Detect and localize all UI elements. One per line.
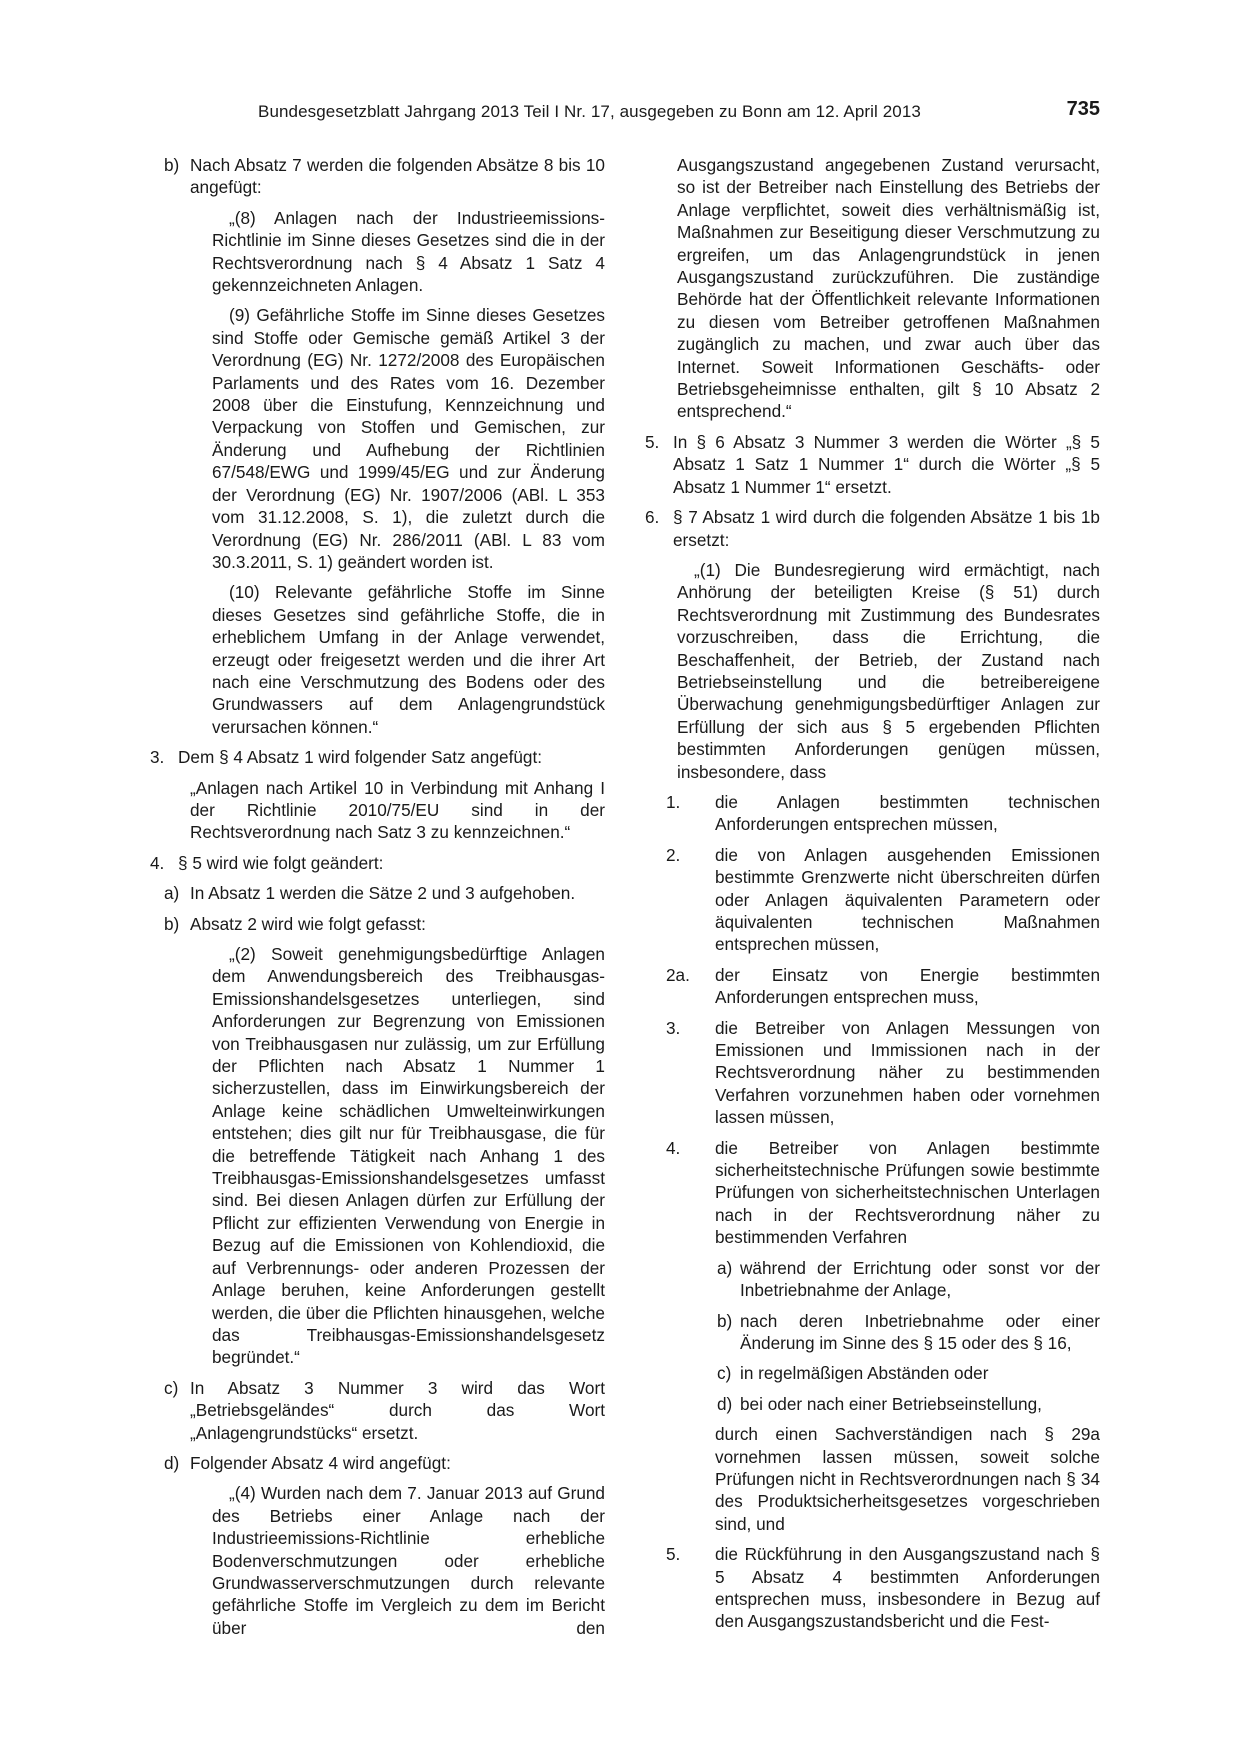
item-text: In Absatz 3 Nummer 3 wird das Wort „Betriebsgeländes“ durch das Wort „Anlagengrundstücks“ ersetzt. xyxy=(190,1377,605,1443)
list-marker: 4. xyxy=(150,852,165,873)
numbered-item-1 xyxy=(645,791,1100,836)
item-text: Nach Absatz 7 werden die folgenden Absätze 8 bis 10 angefügt: xyxy=(190,155,605,198)
numbered-item-3 xyxy=(645,1017,1100,1129)
list-marker: d) xyxy=(164,1452,180,1473)
item-text: In § 6 Absatz 3 Nummer 3 werden die Wörter „§ 5 Absatz 1 Satz 1 Nummer 1“ durch die Wörter „§ 5 Absatz 1 Nummer 1“ ersetzt. xyxy=(673,431,1100,497)
paragraph-4: „(4) Wurden nach dem 7. Januar 2013 auf Grund des Betriebs einer Anlage nach der Industrieemissions-Richtlinie erhebliche Bodenverschmutzungen oder erhebliche Grundwasserverschmutzungen durch relevante gefährliche Stoffe im Vergleich zu dem im Bericht über den xyxy=(212,1483,605,1638)
list-marker: 1. xyxy=(666,791,681,812)
list-marker: 2. xyxy=(666,844,681,865)
list-marker: a) xyxy=(717,1257,733,1278)
quoted-absatz-4-continued xyxy=(645,154,1100,423)
header-title: Bundesgesetzblatt Jahrgang 2013 Teil I Nr. 17, ausgegeben zu Bonn am 12. April 2013 xyxy=(258,102,921,121)
item-text: nach deren Inbetriebnahme oder einer Änderung im Sinne des § 15 oder des § 16, xyxy=(740,1310,1100,1353)
sub-item-c xyxy=(645,1362,1100,1384)
sub-item-d xyxy=(645,1393,1100,1415)
quoted-absatz-4 xyxy=(150,1482,605,1639)
sub-item-b xyxy=(645,1310,1100,1355)
item-text: die Betreiber von Anlagen bestimmte sicherheitstechnische Prüfungen sowie bestimmte Prüfungen von sicherheitstechnischen Unterlagen nach in der Rechtsverordnung näher zu bestimmenden Verfahren xyxy=(715,1137,1100,1248)
item-6 xyxy=(645,506,1100,551)
list-marker: 2a. xyxy=(666,964,690,985)
right-column xyxy=(645,154,1100,1641)
sub-item-a xyxy=(645,1257,1100,1302)
item-text: § 7 Absatz 1 wird durch die folgenden Absätze 1 bis 1b ersetzt: xyxy=(673,507,1100,550)
item-text: die Anlagen bestimmten technischen Anforderungen entsprechen müssen, xyxy=(715,791,1100,835)
paragraph-4-continued: Ausgangszustand angegebenen Zustand verursacht, so ist der Betreiber nach Einstellung des Betriebs der Anlage verpflichtet, soweit dies verhältnismäßig ist, Maßnahmen zur Beseitigung dieser Verschmutzung zu ergreifen, um das Anlagengrundstück in jenen Ausgangszustand zurückzuführen. Die zuständige Behörde hat der Öffentlichkeit relevante Informationen zu diesen vom Betreiber getroffenen Maßnahmen zugänglich zu machen, und zwar auch über das Internet. Soweit Informationen Geschäfts- oder Betriebsgeheimnisse enthalten, gilt § 10 Absatz 2 entsprechend.“ xyxy=(677,155,1100,422)
list-marker: 3. xyxy=(666,1017,681,1038)
numbered-item-2 xyxy=(645,844,1100,956)
item-text: Absatz 2 wird wie folgt gefasst: xyxy=(190,913,426,934)
item-text: § 5 wird wie folgt geändert: xyxy=(178,852,384,873)
item-text: in regelmäßigen Abständen oder xyxy=(740,1363,989,1384)
quote-item-3: „Anlagen nach Artikel 10 in Verbindung mit Anhang I der Richtlinie 2010/75/EU sind in der Rechtsverordnung nach Satz 3 zu kennzeichnen.“ xyxy=(190,777,605,843)
quoted-absatz-2 xyxy=(150,943,605,1369)
item-4a xyxy=(150,882,605,904)
item-text: Folgender Absatz 4 wird angefügt: xyxy=(190,1452,451,1473)
numbered-item-2a xyxy=(645,964,1100,1009)
item-4d xyxy=(150,1452,605,1474)
quoted-absatz-1 xyxy=(645,559,1100,783)
paragraph-2: „(2) Soweit genehmigungsbedürftige Anlagen dem Anwendungsbereich des Treibhausgas-Emissionshandelsgesetzes unterliegen, sind Anforderungen zur Begrenzung von Emissionen von Treibhausgasen nur zulässig, um zur Erfüllung der Pflichten nach Absatz 1 Nummer 1 sicherzustellen, dass im Einwirkungsbereich der Anlage keine schädlichen Umwelteinwirkungen entstehen; dies gilt nur für Treibhausgase, die für die betreffende Tätigkeit nach Anhang 1 des Treibhausgas-Emissionshandelsgesetzes umfasst sind. Bei diesen Anlagen dürfen zur Erfüllung der Pflicht zur effizienten Verwendung von Energie in Bezug auf die Emissionen von Kohlendioxid, die auf Verbrennungs- oder anderen Prozessen der Anlage beruhen, keine Anforderungen gestellt werden, die über die Pflichten hinausgehen, welche das Treibhausgas-Emissionshandelsgesetz begründet.“ xyxy=(212,944,605,1368)
item-text: die Betreiber von Anlagen Messungen von Emissionen und Immissionen nach in der Rechtsverordnung näher zu bestimmenden Verfahren vorzunehmen haben oder vornehmen lassen müssen, xyxy=(715,1017,1100,1128)
paragraph-9: (9) Gefährliche Stoffe im Sinne dieses Gesetzes sind Stoffe oder Gemische gemäß Artikel 3 der Verordnung (EG) Nr. 1272/2008 des Europäischen Parlaments und des Rates vom 16. Dezember 2008 über die Einstufung, Kennzeichnung und Verpackung von Stoffen und Gemischen, zur Änderung und Aufhebung der Richtlinien 67/548/EWG und 1999/45/EG und zur Änderung der Verordnung (EG) Nr. 1907/2006 (ABl. L 353 vom 31.12.2008, S. 1), die zuletzt durch die Verordnung (EG) Nr. 286/2011 (ABl. L 83 vom 30.3.2011, S. 1) geändert worden ist. xyxy=(212,305,605,572)
paragraph-1: „(1) Die Bundesregierung wird ermächtigt, nach Anhörung der beteiligten Kreise (§ 51) durch Rechtsverordnung mit Zustimmung des Bundesrates vorzuschreiben, dass die Errichtung, die Beschaffenheit, der Betrieb, der Zustand nach Betriebseinstellung und die betreibereigene Überwachung genehmigungsbedürftiger Anlagen zur Erfüllung der sich aus § 5 ergebenden Pflichten bestimmten Anforderungen genügen müssen, insbesondere, dass xyxy=(677,559,1100,782)
list-marker: b) xyxy=(717,1310,733,1331)
quoted-paragraphs xyxy=(150,207,605,738)
paragraph-8: „(8) Anlagen nach der Industrieemissions-Richtlinie im Sinne dieses Gesetzes sind die in der Rechtsverordnung nach § 4 Absatz 1 Satz 4 gekennzeichneten Anlagen. xyxy=(212,207,605,296)
page-header xyxy=(150,100,1100,130)
item-text: die von Anlagen ausgehenden Emissionen bestimmte Grenzwerte nicht überschreiten dürfen oder Anlagen äquivalenten Parametern oder äquivalenten technischen Maßnahmen entsprechen müssen, xyxy=(715,844,1100,955)
item-3 xyxy=(150,746,605,768)
list-marker: c) xyxy=(717,1363,732,1384)
list-marker: 3. xyxy=(150,747,165,768)
list-marker: a) xyxy=(164,883,180,904)
numbered-item-4-tail: durch einen Sachverständigen nach § 29a vornehmen lassen müssen, soweit solche Prüfungen nicht in Rechtsverordnungen nach § 34 des Produktsicherheitsgesetzes vorgeschrieben sind, und xyxy=(715,1424,1100,1534)
list-marker: b) xyxy=(164,913,180,934)
item-text: In Absatz 1 werden die Sätze 2 und 3 aufgehoben. xyxy=(190,883,576,904)
item-4b xyxy=(150,913,605,935)
item-b-absaetze xyxy=(150,154,605,199)
list-marker: 5. xyxy=(666,1544,681,1565)
list-marker: 6. xyxy=(645,507,660,528)
list-marker: 4. xyxy=(666,1137,681,1158)
item-5 xyxy=(645,431,1100,498)
paragraph-10: (10) Relevante gefährliche Stoffe im Sinne dieses Gesetzes sind gefährliche Stoffe, die in erheblichem Umfang in der Anlage verwendet, erzeugt oder freigesetzt werden und die ihrer Art nach eine Verschmutzung des Bodens oder des Grundwassers auf dem Anlagengrundstück verursachen können.“ xyxy=(212,582,605,737)
numbered-item-4 xyxy=(645,1137,1100,1249)
list-marker: 5. xyxy=(645,431,660,452)
list-marker: b) xyxy=(164,155,180,175)
item-4 xyxy=(150,852,605,874)
left-column xyxy=(150,154,605,1647)
item-text: während der Errichtung oder sonst vor der Inbetriebnahme der Anlage, xyxy=(740,1257,1100,1301)
list-marker: d) xyxy=(717,1393,733,1414)
numbered-item-5 xyxy=(645,1543,1100,1633)
item-text: Dem § 4 Absatz 1 wird folgender Satz angefügt: xyxy=(178,747,543,768)
item-text: der Einsatz von Energie bestimmten Anforderungen entsprechen muss, xyxy=(715,964,1100,1008)
item-4c xyxy=(150,1377,605,1444)
item-text: bei oder nach einer Betriebseinstellung, xyxy=(740,1393,1042,1414)
page-number: 735 xyxy=(1066,98,1100,120)
item-text: die Rückführung in den Ausgangszustand nach § 5 Absatz 4 bestimmten Anforderungen entsprechen muss, insbesondere in Bezug auf den Ausgangszustandsbericht und die Fest- xyxy=(715,1544,1100,1632)
list-marker: c) xyxy=(164,1377,179,1398)
